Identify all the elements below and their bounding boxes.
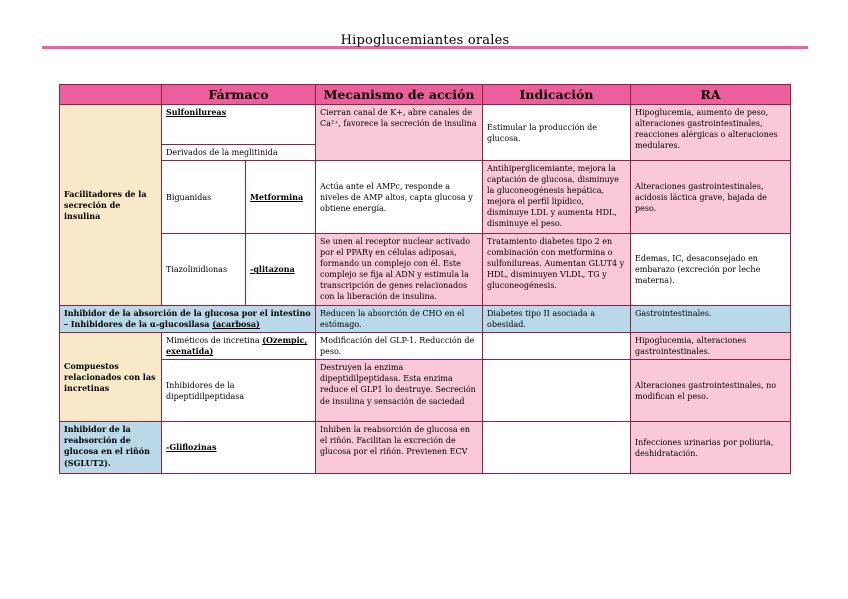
cell-acarbosa-ra: Gastrointestinales. xyxy=(631,306,791,333)
cell-mimeticos-farmaco xyxy=(162,333,316,360)
row-biguanidas xyxy=(60,161,791,234)
acarbosa-label-text: Inhibidor de la absorción de la glucosa por el intestino – Inhibidores de la α-glucosilasa xyxy=(64,308,311,330)
cell-biguanidas-farmaco xyxy=(246,161,316,234)
cell-gliflozinas-ra: Infecciones urinarias por poliuria, deshidratación. xyxy=(631,422,791,474)
drug-name-metformina: Metformina xyxy=(250,191,304,202)
cell-mimeticos-ra: Hipoglucemia, alteraciones gastrointestinales. xyxy=(631,333,791,360)
group-label-incretinas: Compuestos relacionados con las incretinas xyxy=(60,333,162,422)
table-header-row xyxy=(60,85,791,105)
cell-dipeptidil-farmaco: Inhibidores de la dipeptidilpeptidasa xyxy=(162,360,316,422)
cell-biguanidas-indicacion: Antihiperglicemiante, mejora la captación de glucosa, disminuye la gluconeogénesis hepática, mejora el perfil lipídico, disminuye LDL y aumenta HDL, disminuye el peso. xyxy=(483,161,631,234)
hypoglycemics-table xyxy=(59,84,791,474)
row-tiazolinidionas xyxy=(60,234,791,306)
cell-tiazolinidionas-indicacion: Tratamiento diabetes tipo 2 en combinación con metformina o sulfonilureas. Aumentan GLUT4 y HDL, disminuyen VLDL, TG y gluconeogénesis. xyxy=(483,234,631,306)
cell-mimeticos-mecanismo: Modificación del GLP-1. Reducción de peso. xyxy=(316,333,483,360)
cell-dipeptidil-mecanismo: Destruyen la enzima dipeptidilpeptidasa. Esta enzima reduce el GLP1 lo destruye. Secreción de insulina y sensación de saciedad xyxy=(316,360,483,422)
cell-meglitinida-farmaco: Derivados de la meglitinida xyxy=(162,145,316,161)
row-mimeticos xyxy=(60,333,791,360)
drug-name-sulfonilureas: Sulfonilureas xyxy=(166,107,227,118)
cell-biguanidas-ra: Alteraciones gastrointestinales, acidosis láctica grave, bajada de peso. xyxy=(631,161,791,234)
cell-tiazolinidionas-farmaco xyxy=(246,234,316,306)
cell-biguanidas-clase: Biguanidas xyxy=(162,161,246,234)
cell-sulfonilureas-farmaco xyxy=(162,105,316,145)
cell-sulfonilureas-indicacion: Estimular la producción de glucosa. xyxy=(483,105,631,161)
cell-acarbosa-mecanismo: Reducen la absorción de CHO en el estómago. xyxy=(316,306,483,333)
drug-name-acarbosa: (acarbosa) xyxy=(212,319,260,330)
group-label-sglut2: Inhibidor de la reabsorción de glucosa en el riñón (SGLUT2). xyxy=(60,422,162,474)
row-gliflozinas xyxy=(60,422,791,474)
cell-sulfonilureas-mecanismo: Cierran canal de K+, abre canales de Ca²⁺, favorece la secreción de insulina xyxy=(316,105,483,161)
drug-name-ozempic: (Ozempic, exenatida) xyxy=(166,335,308,357)
page-title: Hipoglucemiantes orales xyxy=(340,33,510,48)
cell-dipeptidil-ra: Alteraciones gastrointestinales, no modifican el peso. xyxy=(631,360,791,422)
group-label-acarbosa xyxy=(60,306,316,333)
header-empty-cell xyxy=(60,85,162,105)
row-sulfonilureas xyxy=(60,105,791,145)
header-farmaco: Fármaco xyxy=(162,85,316,105)
header-indicacion: Indicación xyxy=(483,85,631,105)
mimeticos-label-text: Miméticos de incretina xyxy=(166,336,263,346)
cell-tiazolinidionas-ra: Edemas, IC, desaconsejado en embarazo (excreción por leche materna). xyxy=(631,234,791,306)
page-header xyxy=(42,27,808,49)
header-mecanismo: Mecanismo de acción xyxy=(316,85,483,105)
drug-name-gliflozinas: -Gliflozinas xyxy=(166,442,217,453)
drug-name-glitazona: -glitazona xyxy=(250,264,295,275)
cell-acarbosa-indicacion: Diabetes tipo II asociada a obesidad. xyxy=(483,306,631,333)
cell-dipeptidil-indicacion xyxy=(483,360,631,422)
row-dipeptidil xyxy=(60,360,791,422)
cell-mimeticos-indicacion xyxy=(483,333,631,360)
cell-biguanidas-mecanismo: Actúa ante el AMPc, responde a niveles de AMP altos, capta glucosa y obtiene energía. xyxy=(316,161,483,234)
cell-gliflozinas-indicacion xyxy=(483,422,631,474)
row-acarbosa xyxy=(60,306,791,333)
group-label-facilitadores: Facilitadores de la secreción de insulina xyxy=(60,105,162,306)
cell-gliflozinas-farmaco xyxy=(162,422,316,474)
cell-gliflozinas-mecanismo: Inhiben la reabsorción de glucosa en el riñón. Facilitan la excreción de glucosa por el riñón. Previenen ECV xyxy=(316,422,483,474)
cell-tiazolinidionas-mecanismo: Se unen al receptor nuclear activado por el PPARγ en células adiposas, formando un complejo con él. Este complejo se fija al ADN y estimula la transcripción de genes relacionados con la liberación de insulina. xyxy=(316,234,483,306)
header-ra: RA xyxy=(631,85,791,105)
cell-tiazolinidionas-clase: Tiazolinidionas xyxy=(162,234,246,306)
cell-sulfonilureas-ra: Hipoglucemia, aumento de peso, alteraciones gastrointestinales, reacciones alérgicas o alteraciones medulares. xyxy=(631,105,791,161)
